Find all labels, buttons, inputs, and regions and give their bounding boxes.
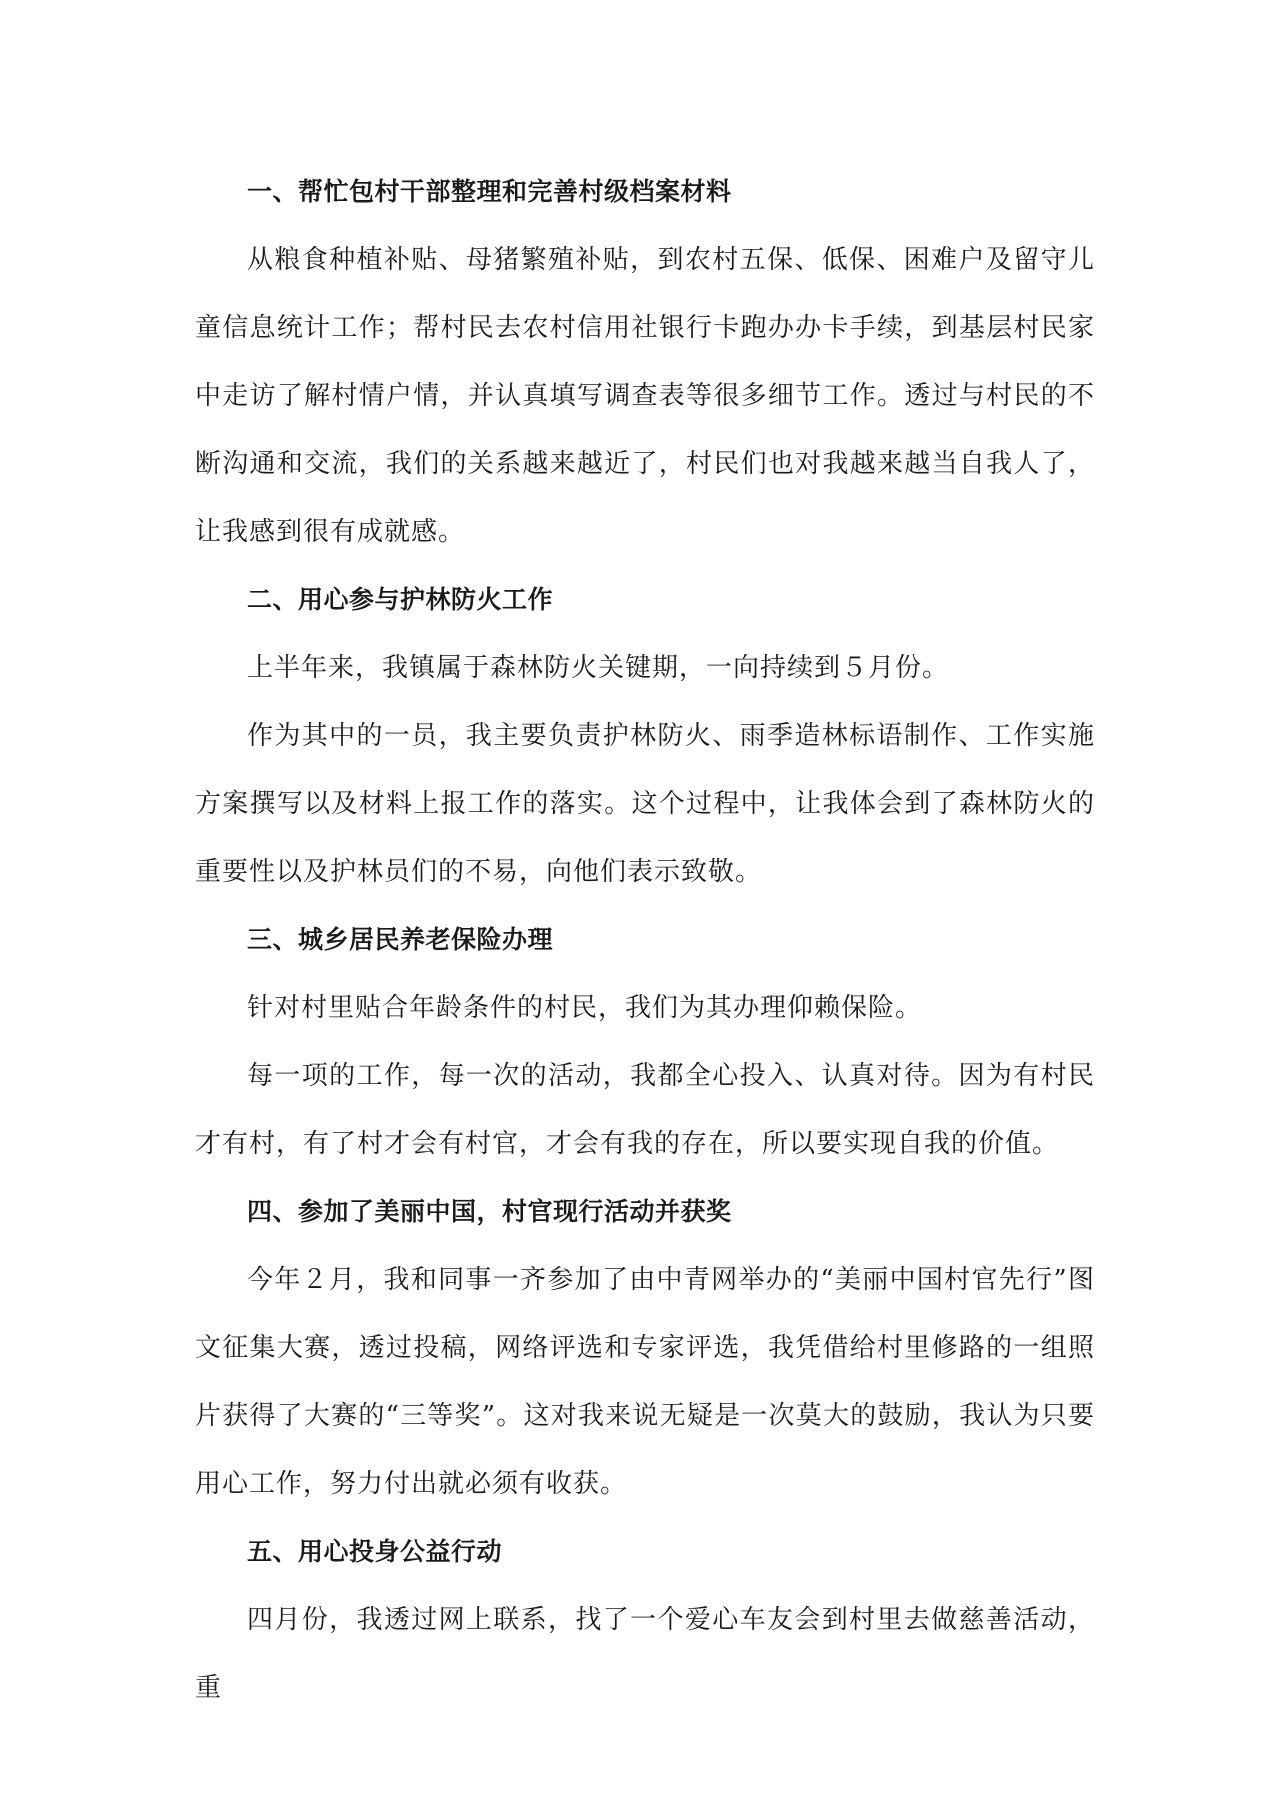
section-4: [195, 1178, 1095, 1518]
section-2: [195, 566, 1095, 906]
section-1: [195, 158, 1095, 566]
section-3: [195, 906, 1095, 1178]
section-heading: 二、用心参与护林防火工作: [247, 585, 554, 614]
paragraph: 针对村里贴合年龄条件的村民，我们为其办理仰赖保险。: [247, 993, 923, 1023]
paragraph: 作为其中的一员，我主要负责护林防火、雨季造林标语制作、工作实施方案撰写以及材料上报工作的落实。这个过程中，让我体会到了森林防火的重要性以及护林员们的不易，向他们表示致敬。: [195, 721, 1095, 887]
section-heading: 四、参加了美丽中国，村官现行活动并获奖: [247, 1197, 732, 1226]
paragraph: 四月份，我透过网上联系，找了一个爱心车友会到村里去做慈善活动，重: [195, 1605, 1095, 1703]
section-heading: 五、用心投身公益行动: [247, 1537, 503, 1566]
paragraph: 每一项的工作，每一次的活动，我都全心投入、认真对待。因为有村民才有村，有了村才会有村官，才会有我的存在，所以要实现自我的价值。: [195, 1061, 1095, 1159]
section-heading: 一、帮忙包村干部整理和完善村级档案材料: [247, 177, 732, 206]
paragraph: 今年２月，我和同事一齐参加了由中青网举办的“美丽中国村官先行”图文征集大赛，透过投稿，网络评选和专家评选，我凭借给村里修路的一组照片获得了大赛的“三等奖”。这对我来说无疑是一次莫大的鼓励，我认为只要用心工作，努力付出就必须有收获。: [195, 1265, 1095, 1499]
paragraph: 从粮食种植补贴、母猪繁殖补贴，到农村五保、低保、困难户及留守儿童信息统计工作；帮村民去农村信用社银行卡跑办办卡手续，到基层村民家中走访了解村情户情，并认真填写调查表等很多细节工作。透过与村民的不断沟通和交流，我们的关系越来越近了，村民们也对我越来越当自我人了，让我感到很有成就感。: [195, 245, 1095, 547]
document-body: [195, 158, 1095, 1722]
section-5: [195, 1518, 1095, 1722]
section-heading: 三、城乡居民养老保险办理: [247, 925, 554, 954]
paragraph: 上半年来，我镇属于森林防火关键期，一向持续到５月份。: [247, 653, 950, 683]
